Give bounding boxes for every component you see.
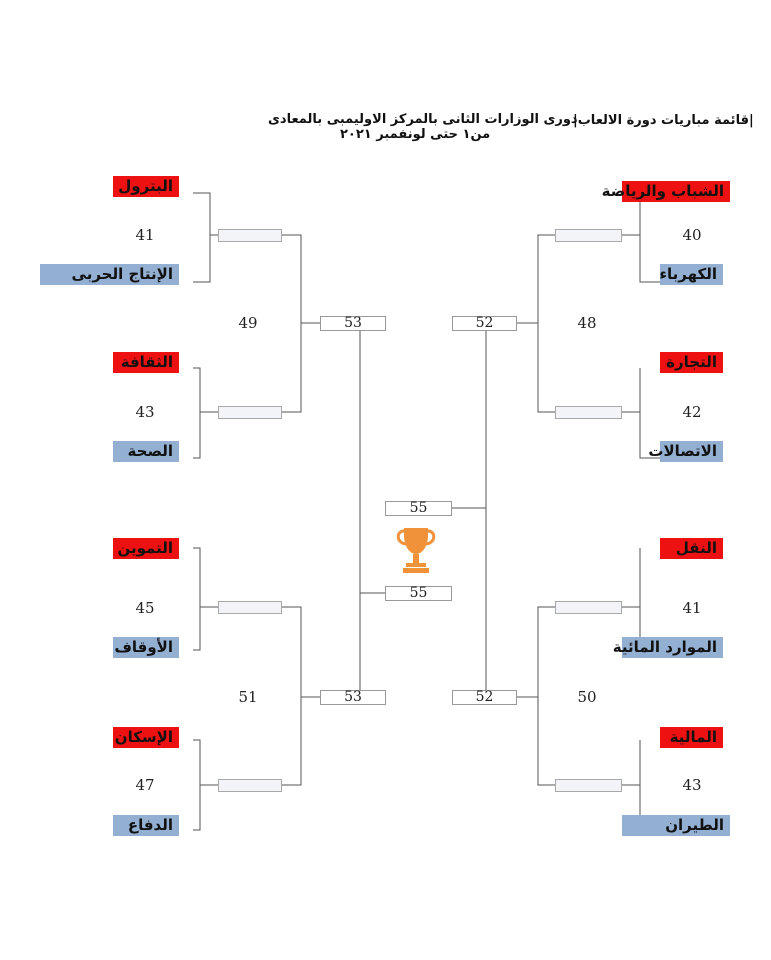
team-culture: الثقافة [113, 352, 179, 373]
winner-slot [555, 229, 622, 242]
match-number: 43 [135, 403, 155, 421]
semi-slot-right-top: 52 [452, 316, 517, 331]
team-petroleum: البترول [113, 176, 179, 197]
match-number: 48 [577, 314, 597, 332]
league-title: دورى الوزارات الثانى بالمركز الاوليمبى بالمعادى [268, 112, 578, 127]
match-number: 42 [682, 403, 702, 421]
match-number: 47 [135, 776, 155, 794]
match-number: 41 [135, 226, 155, 244]
team-youth-sports: الشباب والرياضة [622, 181, 730, 202]
match-number: 50 [577, 688, 597, 706]
winner-slot [218, 229, 282, 242]
semi-slot-left-bottom: 53 [320, 690, 386, 705]
winner-slot [218, 601, 282, 614]
winner-slot [218, 779, 282, 792]
team-electricity: الكهرباء [660, 264, 723, 285]
winner-slot [555, 406, 622, 419]
match-number: 40 [682, 226, 702, 244]
winner-slot [555, 601, 622, 614]
semi-slot-right-bottom: 52 [452, 690, 517, 705]
match-number: 41 [682, 599, 702, 617]
team-military-production: الإنتاج الحربى [40, 264, 179, 285]
final-slot-bottom: 55 [385, 586, 452, 601]
team-water-resources: الموارد المائية [622, 637, 723, 658]
team-finance: المالية [660, 727, 723, 748]
team-defense: الدفاع [113, 815, 179, 836]
match-number: 43 [682, 776, 702, 794]
team-supply: التموين [113, 538, 179, 559]
team-endowments: الأوقاف [113, 637, 179, 658]
winner-slot [555, 779, 622, 792]
team-communications: الاتصالات [660, 441, 723, 462]
trophy-icon [395, 525, 437, 575]
team-transport: النقل [660, 538, 723, 559]
winner-slot [218, 406, 282, 419]
final-slot-top: 55 [385, 501, 452, 516]
match-number: 45 [135, 599, 155, 617]
team-housing: الإسكان [113, 727, 179, 748]
team-trade: التجارة [660, 352, 723, 373]
schedule-title: |قائمة مباريات دورة الالعاب| [573, 113, 754, 128]
team-health: الصحة [113, 441, 179, 462]
match-number: 49 [238, 314, 258, 332]
match-number: 51 [238, 688, 258, 706]
league-dates: من١ حتى لونفمبر ٢٠٢١ [340, 127, 491, 142]
semi-slot-left-top: 53 [320, 316, 386, 331]
team-aviation: الطيران [622, 815, 730, 836]
